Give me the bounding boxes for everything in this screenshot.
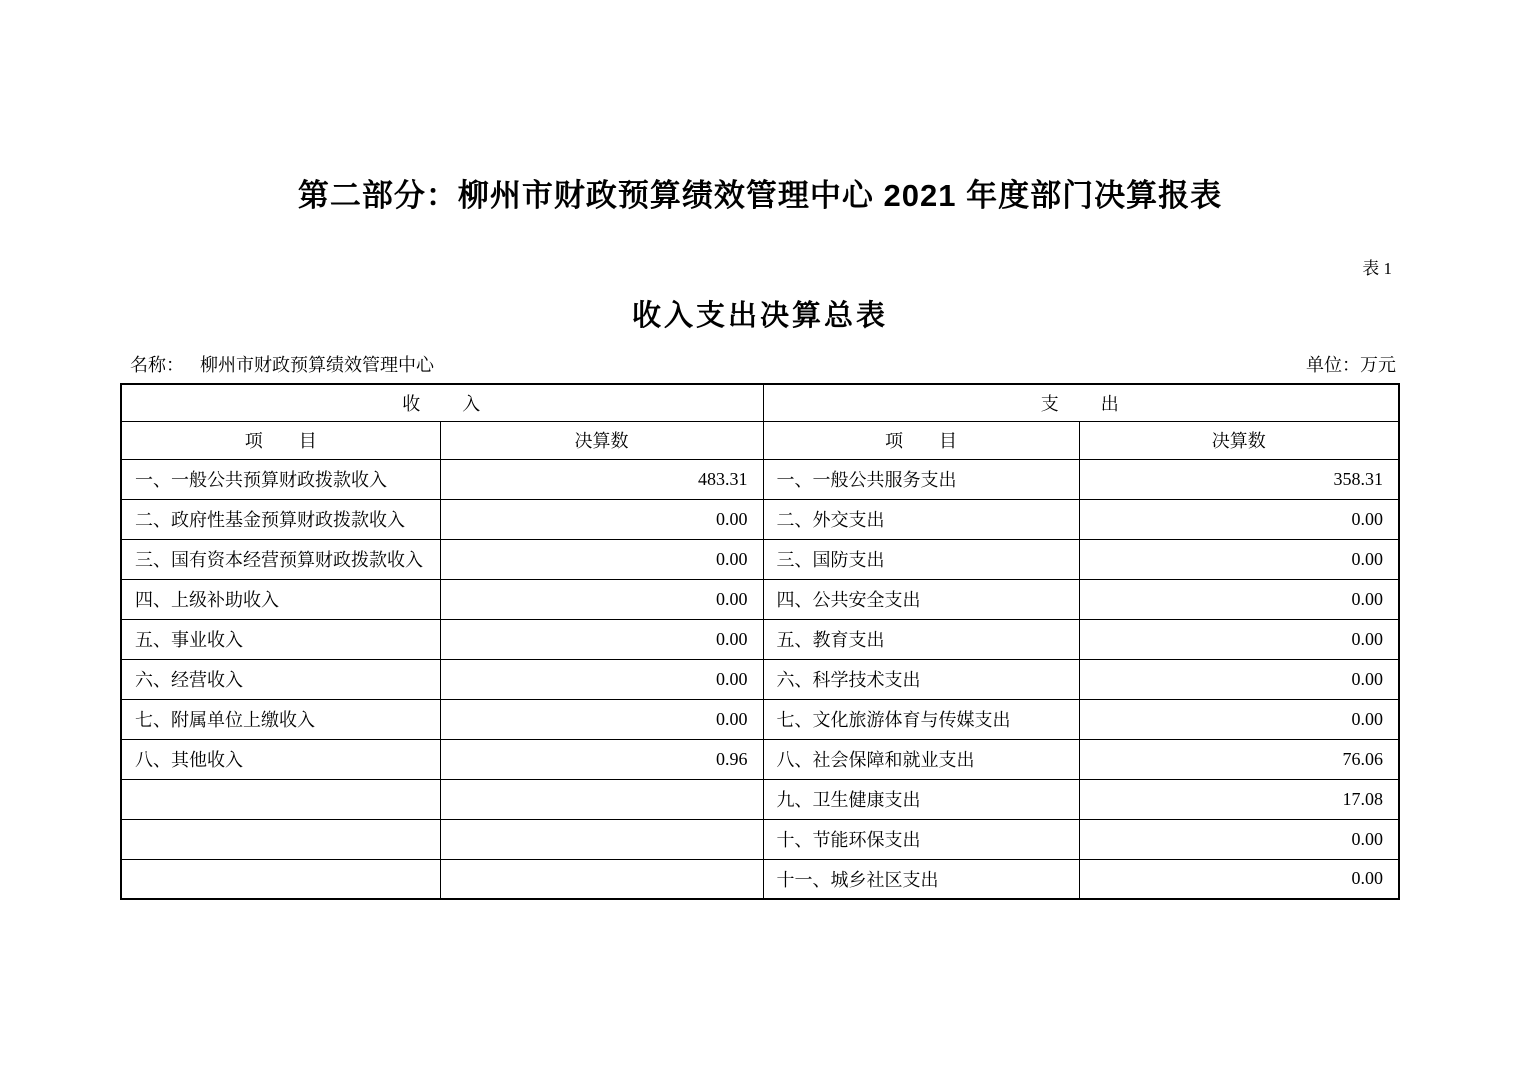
entity-name (130, 351, 434, 377)
table-meta-row (130, 351, 1396, 377)
expense-amount-cell: 0.00 (1079, 539, 1399, 579)
income-item-cell (121, 859, 440, 899)
expense-item-cell: 四、公共安全支出 (763, 579, 1079, 619)
income-amount-cell: 0.00 (440, 539, 763, 579)
table-row (121, 579, 1399, 619)
table-row (121, 499, 1399, 539)
expense-section-header: 支 出 (763, 384, 1399, 421)
income-amount-cell: 483.31 (440, 459, 763, 499)
table-row (121, 779, 1399, 819)
table-row (121, 539, 1399, 579)
income-amount-cell (440, 779, 763, 819)
income-item-cell (121, 819, 440, 859)
income-item-cell: 六、经营收入 (121, 659, 440, 699)
income-item-cell: 一、一般公共预算财政拨款收入 (121, 459, 440, 499)
income-section-header: 收 入 (121, 384, 763, 421)
entity-name-value: 柳州市财政预算绩效管理中心 (200, 355, 434, 375)
expense-amount-cell: 0.00 (1079, 819, 1399, 859)
page-title: 第二部分：柳州市财政预算绩效管理中心 2021 年度部门决算报表 (297, 178, 1223, 213)
table-title: 收入支出决算总表 (631, 300, 888, 332)
income-amount-cell: 0.00 (440, 579, 763, 619)
expense-item-cell: 五、教育支出 (763, 619, 1079, 659)
income-item-cell: 五、事业收入 (121, 619, 440, 659)
expense-item-cell: 六、科学技术支出 (763, 659, 1079, 699)
expense-amount-cell: 358.31 (1079, 459, 1399, 499)
income-expense-summary-table (120, 383, 1400, 900)
expense-amount-cell: 0.00 (1079, 659, 1399, 699)
expense-item-cell: 七、文化旅游体育与传媒支出 (763, 699, 1079, 739)
income-amount-cell: 0.96 (440, 739, 763, 779)
expense-amount-cell: 0.00 (1079, 579, 1399, 619)
income-amount-cell: 0.00 (440, 499, 763, 539)
income-amount-cell: 0.00 (440, 619, 763, 659)
expense-item-cell: 十、节能环保支出 (763, 819, 1079, 859)
income-amount-cell (440, 819, 763, 859)
expense-item-cell: 二、外交支出 (763, 499, 1079, 539)
income-amount-cell (440, 859, 763, 899)
table-row (121, 459, 1399, 499)
expense-item-cell: 九、卫生健康支出 (763, 779, 1079, 819)
table-number-note: 表 1 (1362, 259, 1392, 278)
table-row (121, 659, 1399, 699)
expense-amount-cell: 0.00 (1079, 859, 1399, 899)
expense-item-cell: 一、一般公共服务支出 (763, 459, 1079, 499)
income-item-cell (121, 779, 440, 819)
expense-amount-cell: 0.00 (1079, 699, 1399, 739)
income-item-cell: 四、上级补助收入 (121, 579, 440, 619)
column-header-row (121, 421, 1399, 459)
income-item-column-header: 项 目 (121, 421, 440, 459)
table-row (121, 739, 1399, 779)
section-header-row (121, 384, 1399, 421)
expense-item-cell: 八、社会保障和就业支出 (763, 739, 1079, 779)
table-row (121, 859, 1399, 899)
table-row (121, 819, 1399, 859)
expense-item-cell: 十一、城乡社区支出 (763, 859, 1079, 899)
table-row (121, 619, 1399, 659)
income-amount-cell: 0.00 (440, 659, 763, 699)
entity-name-label: 名称： (130, 355, 184, 375)
income-item-cell: 八、其他收入 (121, 739, 440, 779)
income-item-cell: 七、附属单位上缴收入 (121, 699, 440, 739)
expense-amount-cell: 0.00 (1079, 619, 1399, 659)
income-item-cell: 三、国有资本经营预算财政拨款收入 (121, 539, 440, 579)
expense-amount-column-header: 决算数 (1079, 421, 1399, 459)
expense-amount-cell: 17.08 (1079, 779, 1399, 819)
expense-amount-cell: 76.06 (1079, 739, 1399, 779)
expense-item-cell: 三、国防支出 (763, 539, 1079, 579)
expense-amount-cell: 0.00 (1079, 499, 1399, 539)
income-item-cell: 二、政府性基金预算财政拨款收入 (121, 499, 440, 539)
income-amount-column-header: 决算数 (440, 421, 763, 459)
table-row (121, 699, 1399, 739)
income-amount-cell: 0.00 (440, 699, 763, 739)
unit-label: 单位：万元 (1306, 355, 1396, 375)
expense-item-column-header: 项 目 (763, 421, 1079, 459)
